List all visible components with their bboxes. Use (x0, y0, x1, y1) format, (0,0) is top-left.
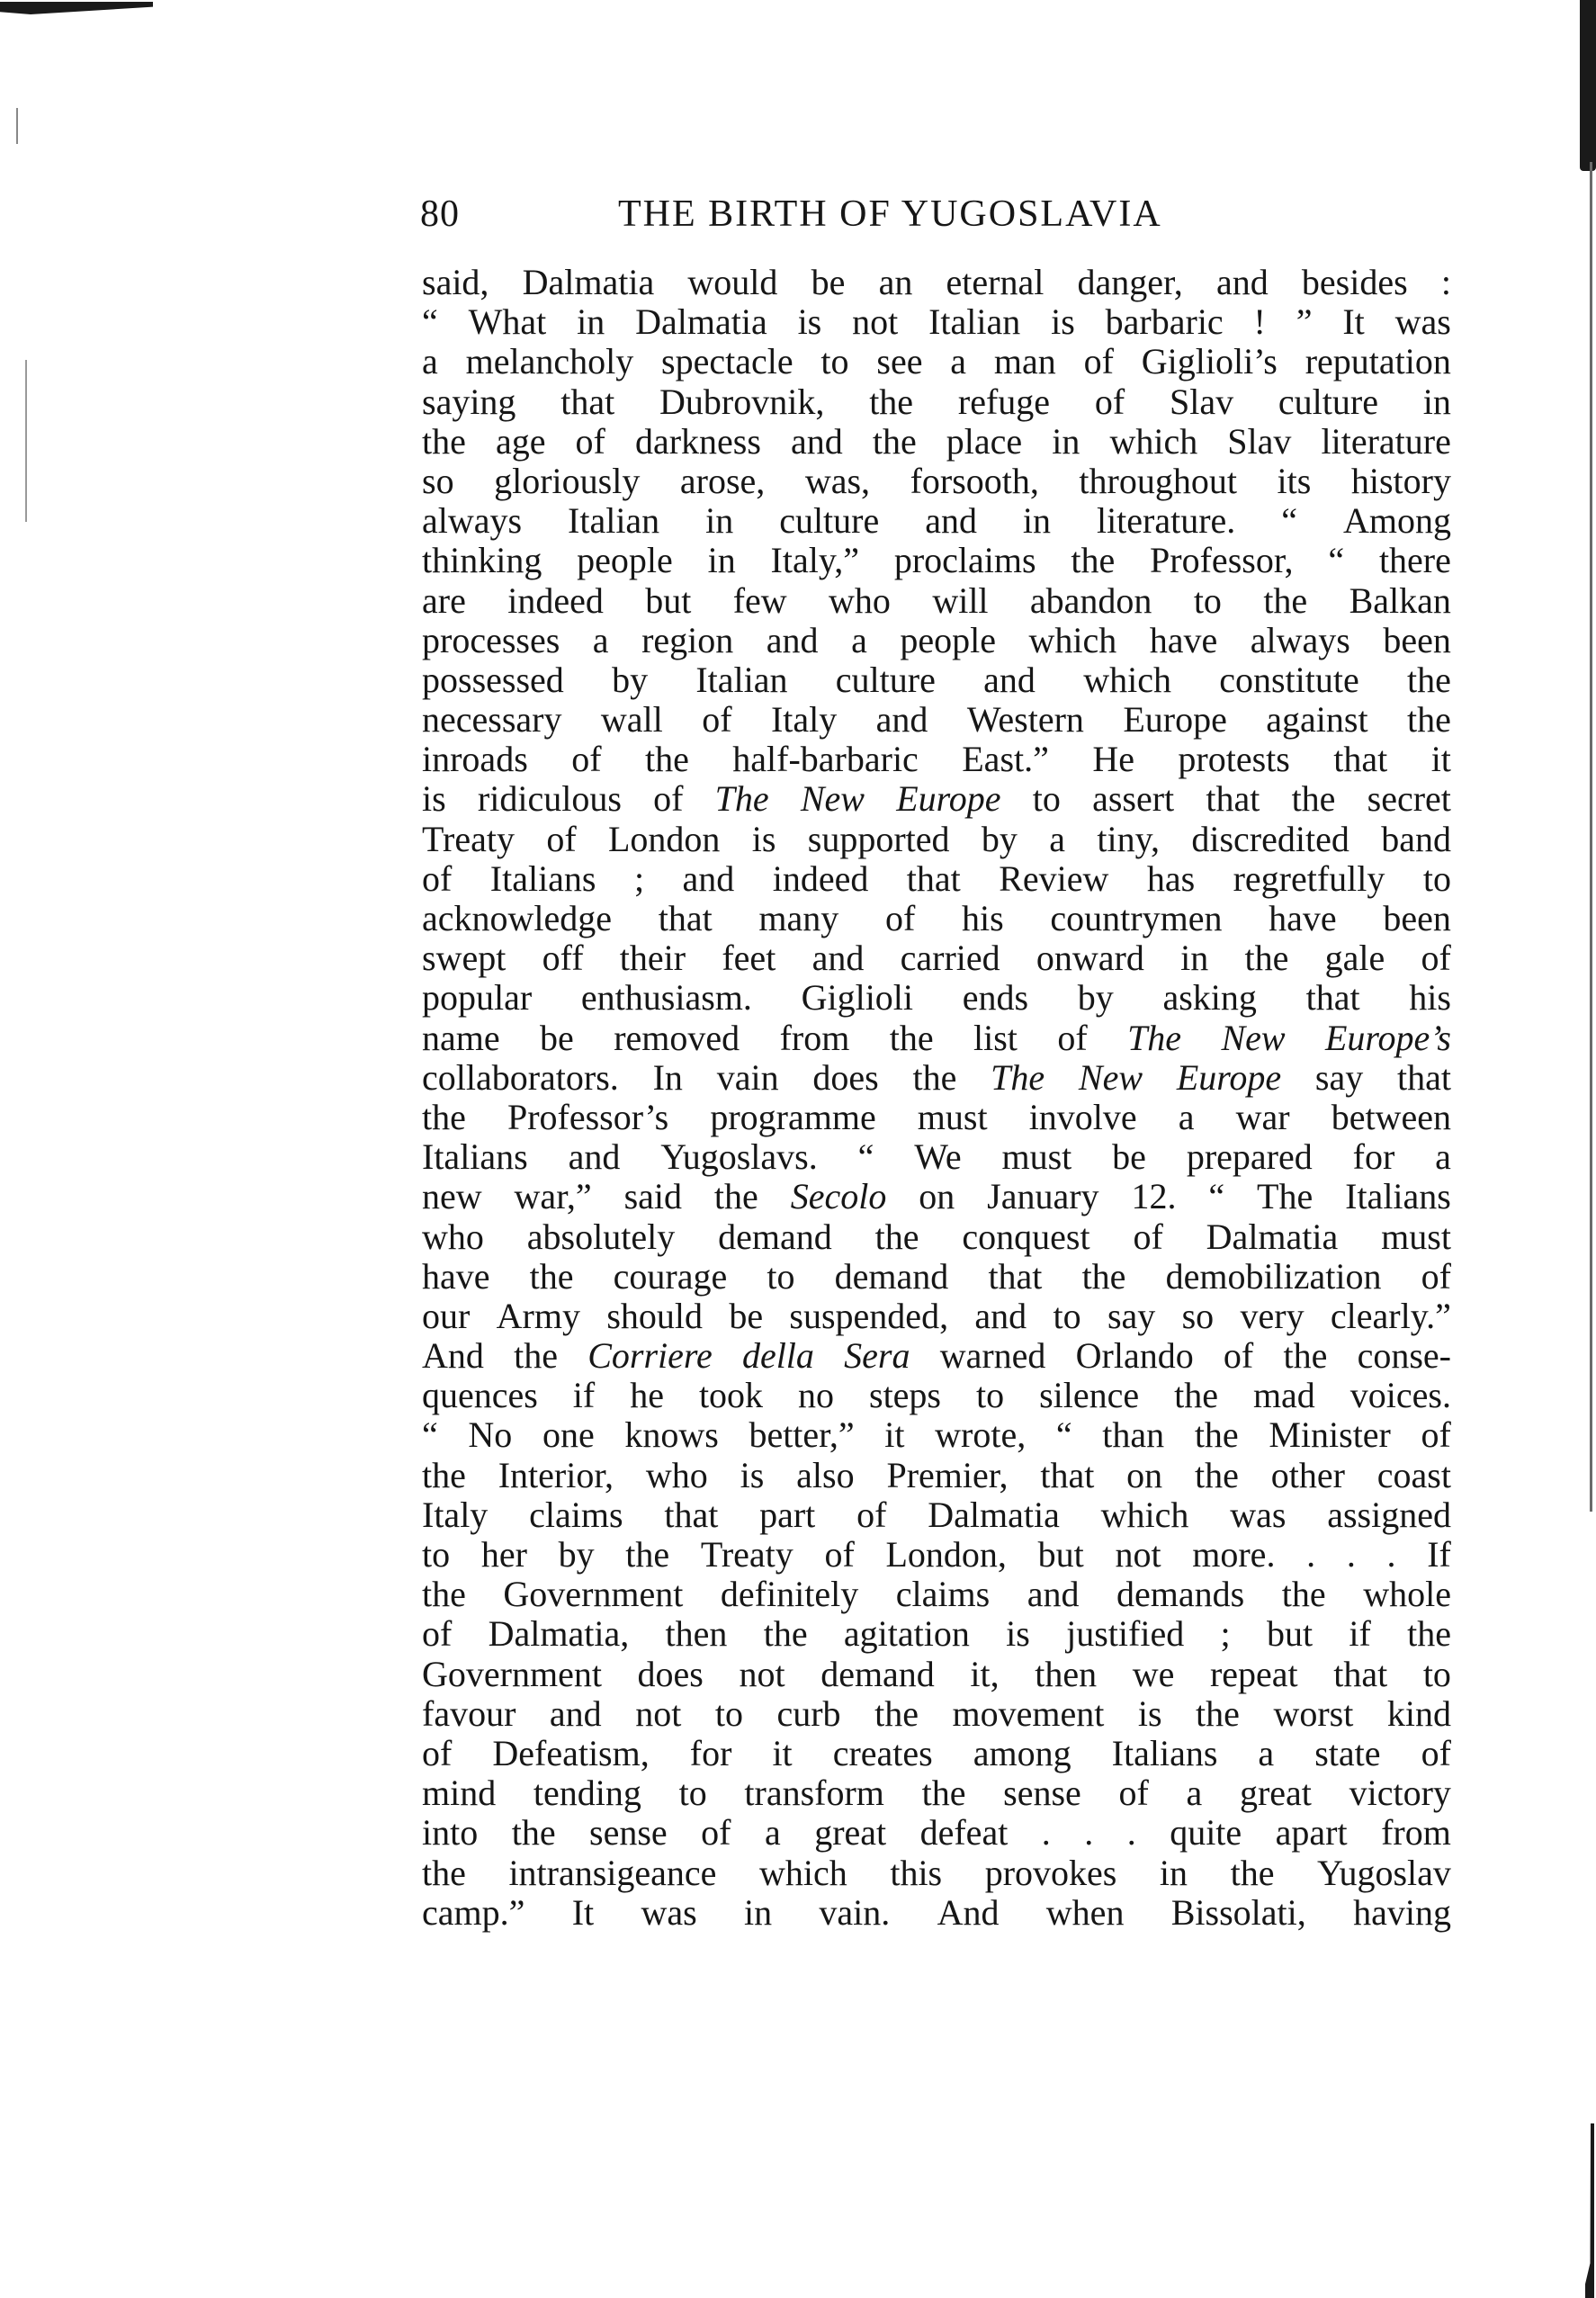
page-header (420, 193, 1455, 247)
scan-edge-mark (1585, 2123, 1594, 2298)
text-line: “ No one knows better,” it wrote, “ than the Minister of (422, 1414, 1451, 1456)
text-line: name be removed from the list of The New Europe’s (422, 1017, 1451, 1058)
text-line: Government does not demand it, then we repeat that to (422, 1653, 1451, 1694)
text-line: into the sense of a great defeat . . . quite apart from (422, 1812, 1451, 1854)
text-line: popular enthusiasm. Giglioli ends by asking that his (422, 977, 1451, 1019)
text-line: the intransigeance which this provokes in the Yugoslav (422, 1852, 1451, 1893)
body-text (422, 263, 1451, 1933)
scan-edge-mark (1580, 0, 1596, 171)
text-line: thinking people in Italy,” proclaims the Professor, “ there (422, 540, 1451, 581)
text-line: camp.” It was in vain. And when Bissolati, having (422, 1891, 1451, 1933)
text-line: always Italian in culture and in literature. “ Among (422, 500, 1451, 542)
text-line: said, Dalmatia would be an eternal danger, and besides : (422, 262, 1451, 302)
text-line: Italy claims that part of Dalmatia which was assigned (422, 1494, 1451, 1535)
text-line: favour and not to curb the movement is the worst kind (422, 1692, 1451, 1734)
scan-edge-mark (1590, 162, 1592, 1512)
text-line: of Italians ; and indeed that Review has regretfully to (422, 857, 1451, 899)
text-line: inroads of the half-barbaric East.” He protests that it (422, 739, 1451, 780)
text-line: to her by the Treaty of London, but not more. . . . If (422, 1534, 1451, 1575)
text-line: quences if he took no steps to silence the mad voices. (422, 1375, 1451, 1416)
text-line: so gloriously arose, was, forsooth, throughout its history (422, 460, 1451, 501)
text-line: swept off their feet and carried onward in the gale of (422, 938, 1451, 979)
text-line: have the courage to demand that the demobilization of (422, 1255, 1451, 1297)
text-line: who absolutely demand the conquest of Dalmatia must (422, 1216, 1451, 1257)
scan-edge-mark (25, 360, 27, 522)
text-line: a melancholy spectacle to see a man of Giglioli’s reputation (422, 341, 1451, 382)
text-line: saying that Dubrovnik, the refuge of Slav culture in (422, 381, 1451, 422)
scan-edge-mark (16, 108, 18, 144)
text-line: “ What in Dalmatia is not Italian is barbaric ! ” It was (422, 301, 1451, 343)
text-line: is ridiculous of The New Europe to assert that the secret (422, 778, 1451, 820)
text-line: collaborators. In vain does the The New Europe say that (422, 1056, 1451, 1098)
text-line: the age of darkness and the place in which Slav literature (422, 420, 1451, 462)
page-number: 80 (420, 193, 460, 235)
text-line: necessary wall of Italy and Western Europe against the (422, 699, 1451, 741)
text-line: are indeed but few who will abandon to the Balkan (422, 579, 1451, 621)
scan-edge-mark (0, 2, 153, 14)
running-title: THE BIRTH OF YUGOSLAVIA (618, 193, 1162, 235)
text-line: the Professor’s programme must involve a war between (422, 1096, 1451, 1137)
text-line: the Government definitely claims and demands the whole (422, 1574, 1451, 1615)
text-line: Italians and Yugoslavs. “ We must be prepared for a (422, 1136, 1451, 1178)
text-line: acknowledge that many of his countrymen have been (422, 898, 1451, 938)
text-line: of Defeatism, for it creates among Italians a state of (422, 1732, 1451, 1773)
text-line: of Dalmatia, then the agitation is justified ; but if the (422, 1613, 1451, 1655)
text-line: And the Corriere della Sera warned Orlando of the conse- (422, 1335, 1451, 1377)
text-line: the Interior, who is also Premier, that on the other coast (422, 1454, 1451, 1495)
text-line: Treaty of London is supported by a tiny, discredited band (422, 818, 1451, 859)
text-line: possessed by Italian culture and which constitute the (422, 659, 1451, 700)
text-line: mind tending to transform the sense of a great victory (422, 1773, 1451, 1814)
text-line: processes a region and a people which have always been (422, 619, 1451, 660)
text-line: our Army should be suspended, and to say so very clearly.” (422, 1295, 1451, 1336)
text-line: new war,” said the Secolo on January 12. “ The Italians (422, 1176, 1451, 1217)
